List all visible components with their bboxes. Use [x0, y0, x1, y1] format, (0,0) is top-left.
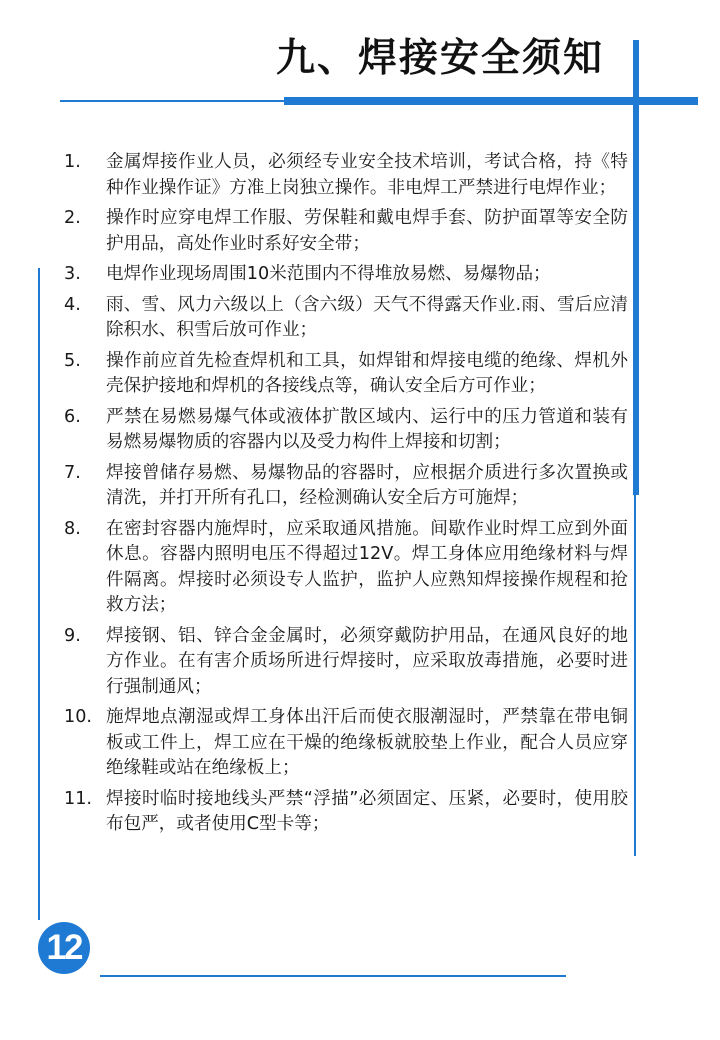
item-text: 操作时应穿电焊工作服、劳保鞋和戴电焊手套、防护面罩等安全防护用品，高处作业时系好安全带；	[106, 208, 628, 254]
item-number: 8.	[64, 518, 81, 539]
list-item	[58, 262, 628, 288]
item-text: 在密封容器内施焊时，应采取通风措施。间歇作业时焊工应到外面休息。容器内照明电压不得超过12V。焊工身体应用绝缘材料与焊件隔离。焊接时必须设专人监护，监护人应熟知焊接操作规程和抢救方法；	[106, 518, 628, 615]
vertical-rule-left	[38, 268, 40, 920]
list-item	[58, 405, 628, 456]
item-number: 10.	[64, 707, 92, 727]
vertical-rule-right	[633, 40, 639, 495]
page-number-badge: 12	[38, 922, 90, 974]
item-number: 4.	[64, 294, 81, 315]
list-item	[58, 517, 628, 619]
list-item	[58, 293, 628, 344]
item-text: 严禁在易燃易爆气体或液体扩散区域内、运行中的压力管道和装有易燃易爆物质的容器内以及受力构件上焊接和切割；	[106, 406, 628, 452]
item-text: 金属焊接作业人员，必须经专业安全技术培训，考试合格，持《特种作业操作证》方准上岗独立操作。非电焊工严禁进行电焊作业；	[106, 152, 628, 198]
list-item	[58, 624, 628, 701]
list-item	[58, 461, 628, 512]
item-number: 7.	[64, 462, 81, 483]
list-item	[58, 787, 628, 838]
item-text: 雨、雪、风力六级以上（含六级）天气不得露天作业.雨、雪后应清除积水、积雪后放可作业；	[106, 294, 628, 340]
item-number: 9.	[64, 625, 81, 646]
vertical-rule-right-thin	[634, 490, 636, 856]
item-text: 操作前应首先检查焊机和工具，如焊钳和焊接电缆的绝缘、焊机外壳保护接地和焊机的各接线点等，确认安全后方可作业；	[106, 350, 628, 396]
item-number: 1.	[64, 152, 81, 172]
item-text: 焊接时临时接地线头严禁“浮描”必须固定、压紧，必要时，使用胶布包严，或者使用C型卡等；	[106, 788, 628, 834]
list-item	[58, 206, 628, 257]
list-item	[58, 349, 628, 400]
item-number: 3.	[64, 264, 81, 284]
item-text: 焊接钢、铝、锌合金金属时，必须穿戴防护用品，在通风良好的地方作业。在有害介质场所进行焊接时，应采取放毒措施，必要时进行强制通风；	[106, 625, 628, 697]
item-number: 6.	[64, 406, 81, 427]
page-title: 九、焊接安全须知	[276, 36, 605, 81]
item-number: 5.	[64, 350, 81, 371]
item-number: 2.	[64, 208, 81, 228]
footer-rule	[100, 975, 566, 977]
list-item	[58, 705, 628, 782]
item-text: 电焊作业现场周围10米范围内不得堆放易燃、易爆物品；	[106, 264, 551, 284]
item-number: 11.	[64, 788, 92, 809]
safety-rules-list	[58, 150, 628, 843]
list-item	[58, 150, 628, 201]
header-rule-thin	[60, 100, 290, 102]
item-text: 焊接曾储存易燃、易爆物品的容器时，应根据介质进行多次置换或清洗，并打开所有孔口，经检测确认安全后方可施焊；	[106, 462, 628, 508]
item-text: 施焊地点潮湿或焊工身体出汗后而使衣服潮湿时，严禁靠在带电铜板或工件上，焊工应在干燥的绝缘板就胶垫上作业，配合人员应穿绝缘鞋或站在绝缘板上；	[106, 707, 628, 778]
